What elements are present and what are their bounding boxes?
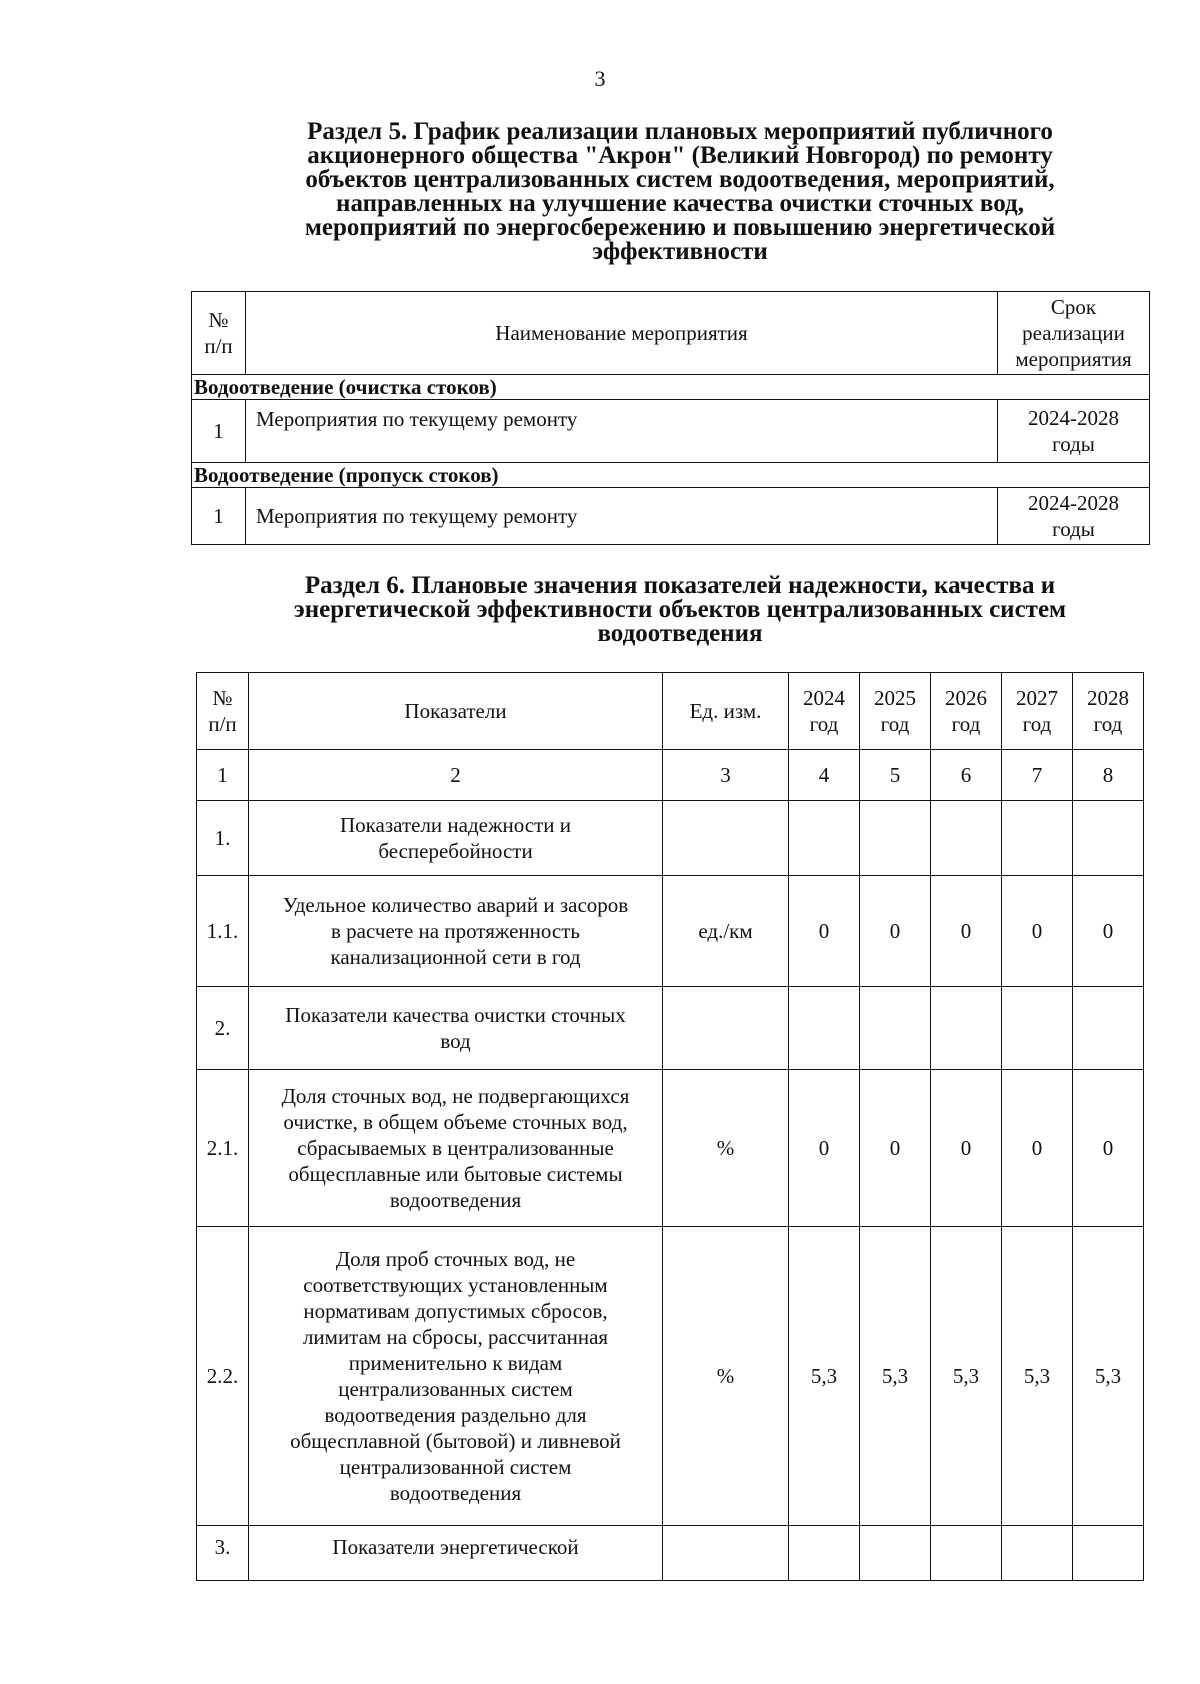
header-name: Наименование мероприятия (246, 292, 998, 375)
row-name: Мероприятия по текущему ремонту (246, 400, 998, 463)
header-year: 2026 год (931, 673, 1002, 750)
group-row (192, 375, 1150, 400)
row-value: 0 (789, 1070, 860, 1227)
row-value (931, 1526, 1002, 1581)
table-row (197, 801, 1144, 876)
row-num: 2.2. (197, 1227, 249, 1526)
row-indicator: Показатели энергетической (249, 1526, 663, 1581)
row-value: 0 (1073, 1070, 1144, 1227)
column-number: 6 (931, 750, 1002, 801)
row-value: 5,3 (1002, 1227, 1073, 1526)
row-value: 0 (789, 876, 860, 987)
section-5-table (191, 291, 1150, 545)
row-num: 1.1. (197, 876, 249, 987)
row-value (860, 987, 931, 1070)
row-num: 2. (197, 987, 249, 1070)
row-value: 5,3 (1073, 1227, 1144, 1526)
column-number-row (197, 750, 1144, 801)
header-num: № п/п (192, 292, 246, 375)
row-value: 5,3 (789, 1227, 860, 1526)
row-value: 0 (931, 1070, 1002, 1227)
column-number: 5 (860, 750, 931, 801)
row-value (1073, 801, 1144, 876)
column-number: 7 (1002, 750, 1073, 801)
row-indicator: Доля проб сточных вод, не соответствующих установленным нормативам допустимых сбросов, лимитам на сбросы, рассчитанная применительно к видам централизованных систем водоотведения раздельно для общесплавной (бытовой) и ливневой централизованной систем водоотведения (249, 1227, 663, 1526)
row-value: 0 (860, 1070, 931, 1227)
column-number: 1 (197, 750, 249, 801)
header-indicator: Показатели (249, 673, 663, 750)
header-unit: Ед. изм. (663, 673, 789, 750)
table-row (197, 1227, 1144, 1526)
row-value: 0 (1002, 1070, 1073, 1227)
column-number: 2 (249, 750, 663, 801)
column-number: 3 (663, 750, 789, 801)
group-title: Водоотведение (пропуск стоков) (192, 463, 1150, 488)
row-unit: ед./км (663, 876, 789, 987)
row-unit (663, 987, 789, 1070)
page-number: 3 (594, 66, 606, 91)
row-value: 0 (860, 876, 931, 987)
header-year: 2028 год (1073, 673, 1144, 750)
column-number: 4 (789, 750, 860, 801)
section-5-title: Раздел 5. График реализации плановых мероприятий публичного акционерного общества "Акрон" (Великий Новгород) по ремонту объектов централизованных систем водоотведения, мероприятий, направленных на улучшение качества очистки сточных вод, мероприятий по энергосбережению и повышению энергетической эффективности (304, 118, 1056, 265)
row-num: 1. (197, 801, 249, 876)
section-6-title: Раздел 6. Плановые значения показателей надежности, качества и энергетической эффективности объектов централизованных систем водоотведения (293, 572, 1067, 647)
row-value: 0 (1073, 876, 1144, 987)
row-term: 2024-2028 годы (998, 488, 1150, 545)
table-header-row (197, 673, 1144, 750)
table-row (197, 876, 1144, 987)
row-value (789, 1526, 860, 1581)
row-term: 2024-2028 годы (998, 400, 1150, 463)
row-num: 3. (197, 1526, 249, 1581)
row-indicator: Показатели надежности и бесперебойности (249, 801, 663, 876)
header-term: Срок реализации мероприятия (998, 292, 1150, 375)
row-value (1073, 987, 1144, 1070)
row-value (1002, 1526, 1073, 1581)
table-row (192, 488, 1150, 545)
group-title: Водоотведение (очистка стоков) (192, 375, 1150, 400)
row-value (1002, 801, 1073, 876)
row-value (931, 801, 1002, 876)
table-row (197, 1526, 1144, 1581)
row-value: 0 (931, 876, 1002, 987)
row-value (789, 987, 860, 1070)
column-number: 8 (1073, 750, 1144, 801)
row-value: 0 (1002, 876, 1073, 987)
row-value (931, 987, 1002, 1070)
table-header-row (192, 292, 1150, 375)
row-value (1002, 987, 1073, 1070)
row-name: Мероприятия по текущему ремонту (246, 488, 998, 545)
row-value (860, 801, 931, 876)
header-year: 2024 год (789, 673, 860, 750)
row-value (789, 801, 860, 876)
header-num: № п/п (197, 673, 249, 750)
row-unit: % (663, 1070, 789, 1227)
row-indicator: Показатели качества очистки сточных вод (249, 987, 663, 1070)
row-value (1073, 1526, 1144, 1581)
row-value: 5,3 (860, 1227, 931, 1526)
row-value: 5,3 (931, 1227, 1002, 1526)
row-num: 1 (192, 488, 246, 545)
group-row (192, 463, 1150, 488)
section-6-table (196, 672, 1144, 1581)
row-unit: % (663, 1227, 789, 1526)
header-year: 2027 год (1002, 673, 1073, 750)
row-value (860, 1526, 931, 1581)
row-num: 1 (192, 400, 246, 463)
row-unit (663, 801, 789, 876)
table-row (197, 1070, 1144, 1227)
row-num: 2.1. (197, 1070, 249, 1227)
table-row (192, 400, 1150, 463)
row-unit (663, 1526, 789, 1581)
row-indicator: Удельное количество аварий и засоров в расчете на протяженность канализационной сети в год (249, 876, 663, 987)
header-year: 2025 год (860, 673, 931, 750)
row-indicator: Доля сточных вод, не подвергающихся очистке, в общем объеме сточных вод, сбрасываемых в централизованные общесплавные или бытовые системы водоотведения (249, 1070, 663, 1227)
table-row (197, 987, 1144, 1070)
